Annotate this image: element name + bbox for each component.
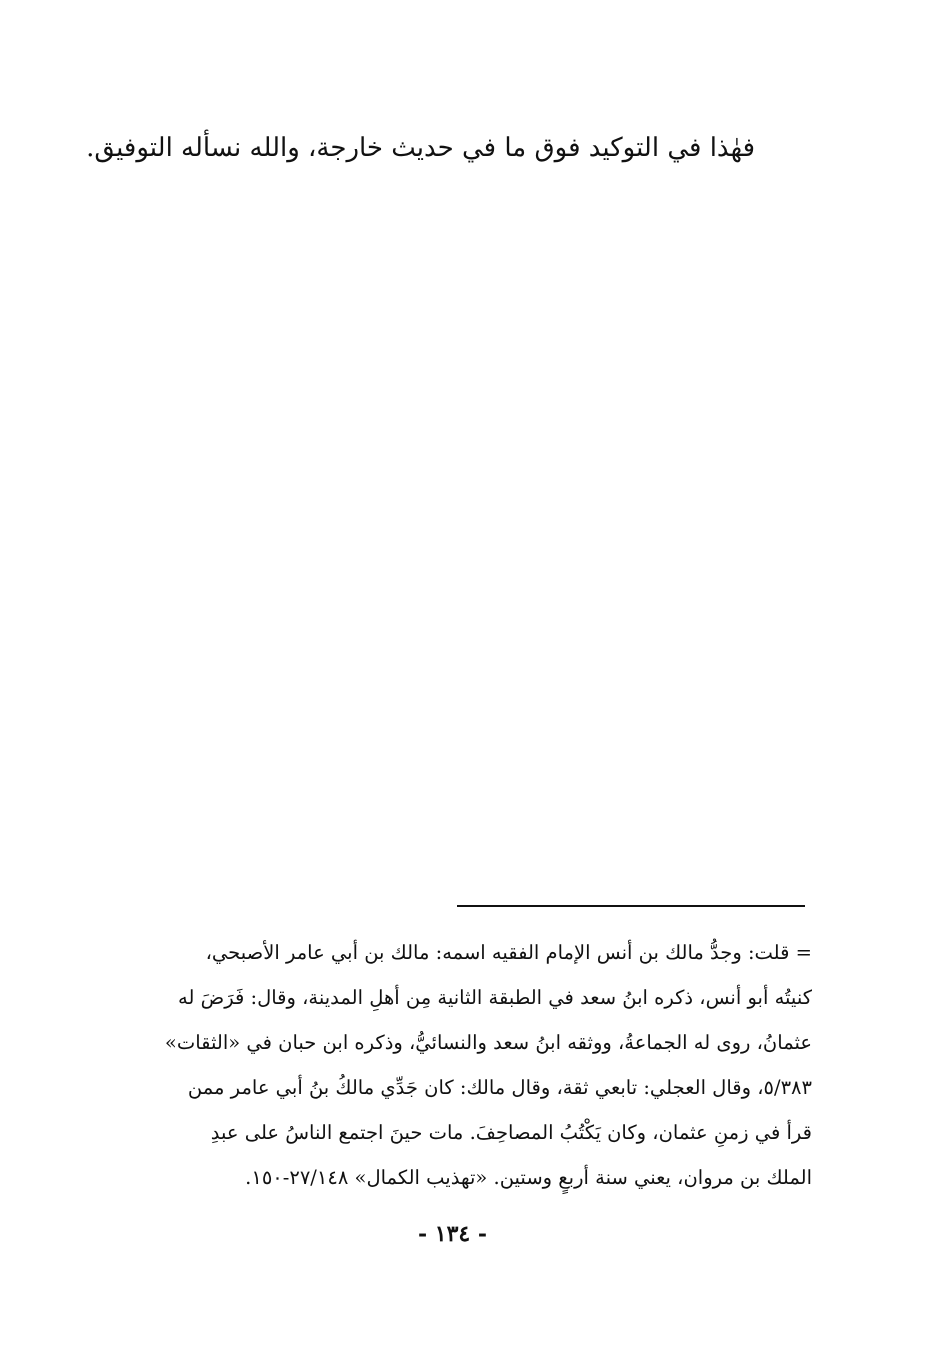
footnote-line: الملك بن مروان، يعني سنة أربعٍ وستين. «تهذيب الكمال» ٢٧/١٤٨-١٥٠. <box>245 1166 812 1189</box>
footnote-block <box>100 930 812 1200</box>
footnote-line: عثمانُ، روى له الجماعةُ، ووثقه ابنُ سعد والنسائيُّ، وذكره ابن حبان في «الثقات» <box>164 1031 812 1054</box>
page-number: - ١٣٤ - <box>417 1221 488 1247</box>
footnote-separator <box>457 905 805 907</box>
footnote-line: كنيتُه أبو أنس، ذكره ابنُ سعد في الطبقة الثانية مِن أهلِ المدينة، وقال: فَرَضَ له <box>178 986 812 1009</box>
footnote-line: ٥/٣٨٣، وقال العجلي: تابعي ثقة، وقال مالك: كان جَدِّي مالكُ بنُ أبي عامر ممن <box>187 1076 812 1099</box>
body-text: فهٰذا في التوكيد فوق ما في حديث خارجة، والله نسأله التوفيق. <box>86 133 755 163</box>
footnote-line: قرأ في زمنِ عثمان، وكان يَكْتُبُ المصاحِفَ. مات حينَ اجتمع الناسُ على عبدِ <box>210 1121 812 1144</box>
footnote-line: = قلت: وجدُّ مالك بن أنس الإمام الفقيه اسمه: مالك بن أبي عامر الأصبحي، <box>205 941 812 964</box>
